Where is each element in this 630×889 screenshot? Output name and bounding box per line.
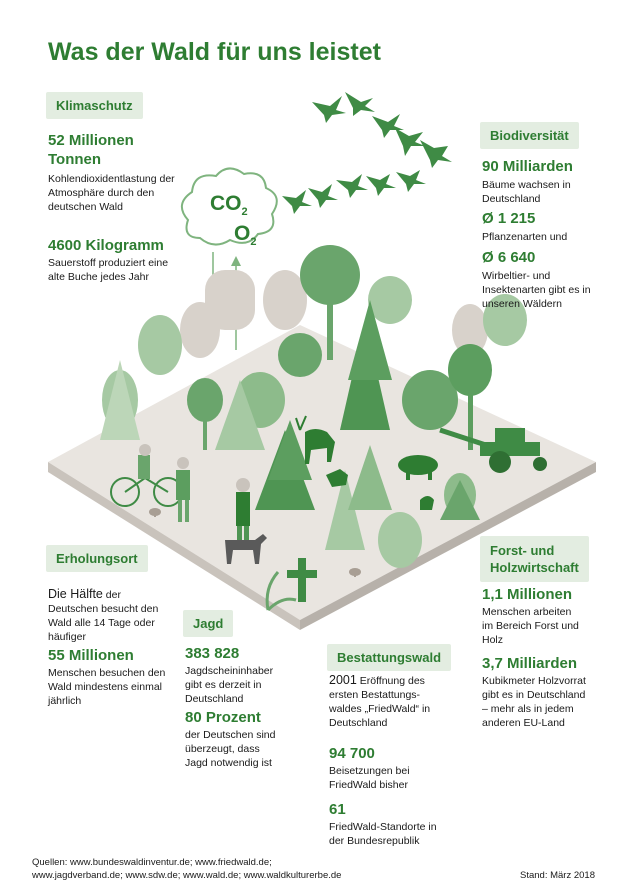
- klimaschutz-stat1-value: 52 Millionen Tonnen: [48, 132, 134, 168]
- biodiversitaet-stat1-text: Bäume wachsen in Deutschland: [482, 179, 571, 205]
- klimaschutz-stat1-text: Kohlendioxidentlastung der Atmosphäre durch den deutschen Wald: [48, 173, 175, 213]
- bestattungswald-stat3-text: FriedWald-Standorte in der Bundesrepublik: [329, 821, 437, 847]
- forst-tag: Forst- und Holzwirtschaft: [480, 536, 589, 582]
- jagd-stat1-value: 383 828: [185, 645, 240, 662]
- jagd-stat2-text: der Deutschen sind überzeugt, dass Jagd notwendig ist: [185, 729, 276, 769]
- co2-label: $CO_2$: [210, 192, 248, 219]
- bestattungswald-stat2-value: 94 700: [329, 745, 375, 762]
- erholungsort-stat-value: 55 Millionen: [48, 647, 134, 664]
- bestattungswald-tag: Bestattungswald: [327, 644, 451, 671]
- klimaschutz-tag: Klimaschutz: [46, 92, 143, 119]
- o2-label: $O_2$: [234, 222, 257, 249]
- jagd-stat2-value: 80 Prozent: [185, 709, 261, 726]
- biodiversitaet-stat3-text: Wirbeltier- und Insektenarten gibt es in unseren Wäldern: [482, 270, 591, 310]
- footer-sources: Quellen: www.bundeswaldinventur.de; www.friedwald.de; www.jagdverband.de; www.sdw.de; www.wald.de; www.waldkulturerbe.de: [32, 857, 342, 881]
- biodiversitaet-stat1-value: 90 Milliarden: [482, 158, 573, 175]
- forst-stat1-value: 1,1 Millionen: [482, 586, 573, 603]
- jagd-stat1-text: Jagdscheininhaber gibt es derzeit in Deutschland: [185, 665, 274, 705]
- bestattungswald-stat2-text: Beisetzungen bei FriedWald bisher: [329, 765, 410, 791]
- biodiversitaet-stat2-value: Ø 1 215: [482, 210, 536, 227]
- biodiversitaet-stat2-text: Pflanzenarten und: [482, 231, 568, 243]
- jagd-tag: Jagd: [183, 610, 233, 637]
- forst-stat2-text: Kubikmeter Holzvorrat gibt es in Deutschland – mehr als in jedem anderen EU-Land: [482, 675, 586, 729]
- forst-stat1-text: Menschen arbeiten im Bereich Forst und Holz: [482, 606, 579, 646]
- page-title: Was der Wald für uns leistet: [48, 38, 381, 66]
- biodiversitaet-tag: Biodiversität: [480, 122, 579, 149]
- erholungsort-tag: Erholungsort: [46, 545, 148, 572]
- bestattungswald-stat1: 2001 Eröffnung des ersten Bestattungs-waldes „FriedWald“ in Deutschland: [329, 673, 431, 729]
- forst-stat2-value: 3,7 Milliarden: [482, 655, 578, 672]
- erholungsort-text1: Die Hälfte der Deutschen besucht den Wald alle 14 Tage oder häufiger: [48, 587, 159, 643]
- klimaschutz-stat2-value: 4600 Kilogramm: [48, 237, 164, 254]
- erholungsort-stat-text: Menschen besuchen den Wald mindestens einmal jährlich: [48, 667, 166, 707]
- bestattungswald-stat3-value: 61: [329, 801, 346, 818]
- klimaschutz-stat2-text: Sauerstoff produziert eine alte Buche jedes Jahr: [48, 257, 169, 283]
- footer-stand: Stand: März 2018: [520, 870, 595, 881]
- birds-icon: [282, 92, 452, 214]
- biodiversitaet-stat3-value: Ø 6 640: [482, 249, 536, 266]
